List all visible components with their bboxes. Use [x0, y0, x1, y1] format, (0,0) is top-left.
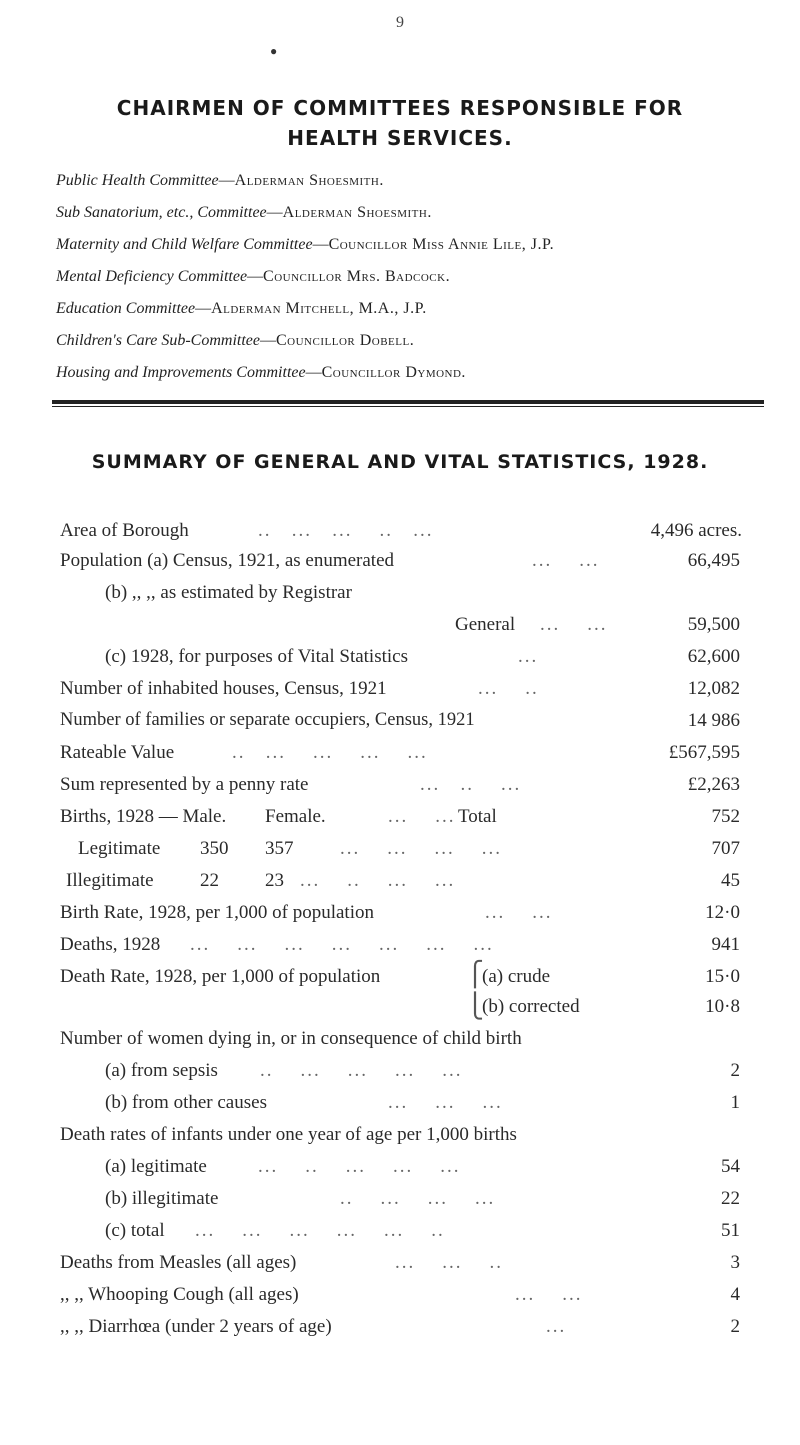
leader-dots: ... .. ... ... [300, 870, 456, 891]
leader-dots: ... ... [485, 902, 553, 923]
diarrhoea-label: ,, ,, Diarrhœa (under 2 years of age) [60, 1316, 332, 1337]
rateable-value: £567,595 [668, 742, 740, 763]
houses-label: Number of inhabited houses, Census, 1921 [60, 678, 387, 699]
page-number: 9 [396, 14, 404, 31]
legitimate-label: Legitimate [78, 838, 161, 859]
committee-item: Public Health Committee—Alderman Shoesmith. [56, 172, 384, 189]
page-heading-line2: HEALTH SERVICES. [287, 126, 513, 150]
leader-dots: ... ... [532, 550, 600, 571]
committee-name: Children's Care Sub-Committee [56, 332, 260, 349]
leader-dots: .. ... ... ... ... [232, 742, 428, 763]
maternal-sepsis-label: (a) from sepsis [105, 1060, 218, 1081]
legitimate-male: 350 [200, 838, 229, 859]
legitimate-total: 707 [711, 838, 740, 859]
committee-name: Public Health Committee [56, 172, 219, 189]
penny-label: Sum represented by a penny rate [60, 774, 309, 795]
divider-thin [52, 406, 764, 407]
infant-illegit-label: (b) illegitimate [105, 1188, 219, 1209]
committee-chair: Councillor Miss Annie Lile, J.P. [328, 236, 555, 253]
measles-value: 3 [730, 1252, 740, 1273]
deaths-value: 941 [711, 934, 740, 955]
leader-dots: ... ... [540, 614, 608, 635]
families-label: Number of families or separate occupiers, Census, 1921 [60, 710, 475, 730]
area-label: Area of Borough [60, 520, 189, 541]
committee-name: Sub Sanatorium, etc., Committee [56, 204, 267, 221]
leader-dots: ... ... ... [388, 1092, 503, 1113]
leader-dots: ... .. ... ... ... [258, 1156, 461, 1177]
birth-rate-label: Birth Rate, 1928, per 1,000 of population [60, 902, 374, 923]
committee-item: Sub Sanatorium, etc., Committee—Alderman Shoesmith. [56, 204, 432, 221]
brace-bottom: ⎩ [466, 994, 484, 1020]
infant-legit-label: (a) legitimate [105, 1156, 207, 1177]
penny-value: £2,263 [687, 774, 740, 795]
infant-total-value: 51 [721, 1220, 740, 1241]
pop-a-value: 66,495 [687, 550, 740, 571]
death-rate-corrected-label: (b) corrected [482, 996, 580, 1017]
leader-dots: ... .. ... [420, 774, 522, 795]
committee-name: Maternity and Child Welfare Committee [56, 236, 313, 253]
infant-label: Death rates of infants under one year of age per 1,000 births [60, 1124, 517, 1145]
pop-c-label: (c) 1928, for purposes of Vital Statistics [105, 646, 408, 667]
committee-name: Education Committee [56, 300, 196, 317]
leader-dots: ... .. [478, 678, 539, 699]
infant-illegit-value: 22 [721, 1188, 740, 1209]
deaths-label: Deaths, 1928 [60, 934, 161, 955]
committee-item: Housing and Improvements Committee—Councillor Dymond. [56, 364, 466, 381]
diarrhoea-value: 2 [730, 1316, 740, 1337]
whooping-value: 4 [730, 1284, 740, 1305]
births-total-value: 752 [711, 806, 740, 827]
pop-b-label2: General [455, 614, 516, 635]
measles-label: Deaths from Measles (all ages) [60, 1252, 297, 1273]
pop-c-value: 62,600 [687, 646, 740, 667]
death-rate-label: Death Rate, 1928, per 1,000 of population [60, 966, 381, 987]
committee-chair: Councillor Dymond. [321, 364, 466, 381]
pop-b-label: (b) ,, ,, as estimated by Registrar [105, 582, 352, 603]
death-rate-crude-value: 15·0 [705, 966, 740, 987]
maternal-label: Number of women dying in, or in consequence of child birth [60, 1028, 522, 1049]
divider-thick [52, 400, 764, 404]
leader-dots: ... [546, 1316, 567, 1337]
bullet-mark: ● [270, 44, 278, 58]
committee-chair: Councillor Mrs. Badcock. [263, 268, 451, 285]
leader-dots: ... ... ... ... ... .. [195, 1220, 445, 1241]
illegitimate-total: 45 [721, 870, 740, 891]
committee-chair: Alderman Mitchell, M.A., J.P. [211, 300, 427, 317]
leader-dots: .. ... ... .. ... [258, 520, 434, 541]
rateable-label: Rateable Value [60, 742, 175, 763]
births-female-header: Female. [265, 806, 326, 827]
illegitimate-male: 22 [200, 870, 219, 891]
committee-item: Maternity and Child Welfare Committee—Councillor Miss Annie Lile, J.P. [56, 236, 555, 253]
houses-value: 12,082 [687, 678, 740, 699]
summary-title: SUMMARY OF GENERAL AND VITAL STATISTICS, 1928. [91, 451, 709, 473]
leader-dots: ... ... ... ... ... ... ... [190, 934, 494, 955]
committee-chair: Councillor Dobell. [276, 332, 415, 349]
legitimate-female: 357 [265, 838, 294, 859]
committee-chair: Alderman Shoesmith. [234, 172, 384, 189]
illegitimate-label: Illegitimate [66, 870, 154, 891]
death-rate-crude-label: (a) crude [482, 966, 551, 987]
illegitimate-female: 23 [265, 870, 284, 891]
committee-name: Mental Deficiency Committee [56, 268, 248, 285]
pop-a-label: Population (a) Census, 1921, as enumerated [60, 550, 395, 571]
births-total-header: Total [458, 806, 497, 827]
leader-dots: ... ... [515, 1284, 583, 1305]
committee-item: Children's Care Sub-Committee—Councillor Dobell. [56, 332, 415, 349]
pop-b-value: 59,500 [687, 614, 740, 635]
leader-dots: ... ... ... ... [340, 838, 502, 859]
page-heading-line1: CHAIRMEN OF COMMITTEES RESPONSIBLE FOR [116, 96, 684, 120]
families-value: 14 986 [687, 710, 740, 731]
leader-dots: ... ... .. [395, 1252, 503, 1273]
maternal-other-value: 1 [730, 1092, 740, 1113]
whooping-label: ,, ,, Whooping Cough (all ages) [60, 1284, 299, 1305]
area-value: 4,496 acres. [650, 520, 742, 541]
death-rate-corrected-value: 10·8 [705, 996, 740, 1017]
birth-rate-value: 12·0 [705, 902, 740, 923]
leader-dots: ... [518, 646, 539, 667]
committee-chair: Alderman Shoesmith. [282, 204, 432, 221]
births-label: Births, 1928 — Male. [60, 806, 227, 827]
brace-top: ⎧ [466, 962, 484, 988]
leader-dots: .. ... ... ... ... [260, 1060, 463, 1081]
maternal-sepsis-value: 2 [730, 1060, 740, 1081]
committee-name: Housing and Improvements Committee [56, 364, 306, 381]
committee-item: Mental Deficiency Committee—Councillor Mrs. Badcock. [56, 268, 451, 285]
leader-dots: ... ... [388, 806, 456, 827]
infant-legit-value: 54 [721, 1156, 740, 1177]
infant-total-label: (c) total [105, 1220, 165, 1241]
maternal-other-label: (b) from other causes [105, 1092, 267, 1113]
committee-item: Education Committee—Alderman Mitchell, M.A., J.P. [56, 300, 427, 317]
leader-dots: .. ... ... ... [340, 1188, 496, 1209]
